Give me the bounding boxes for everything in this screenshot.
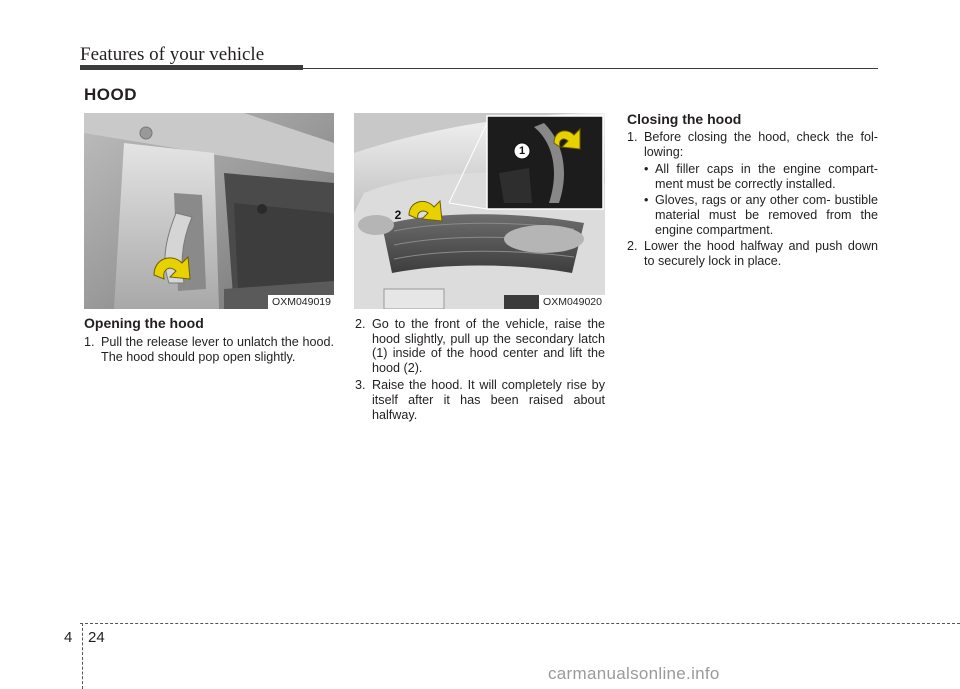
footer-rule: [80, 623, 960, 624]
page-number: 24: [88, 629, 105, 646]
closing-hood-title: Closing the hood: [627, 111, 742, 127]
opening-step-3: 3. Raise the hood. It will completely rise by itself after it has been raised about halfway.: [355, 378, 605, 422]
watermark: carmanualsonline.info: [548, 664, 720, 683]
chapter-number: 4: [64, 629, 73, 646]
closing-bullet-1: • All filler caps in the engine compart- ment must be correctly installed.: [644, 162, 878, 191]
hood-release-lever-photo: [84, 113, 334, 309]
section-title: HOOD: [84, 85, 137, 104]
header-title: Features of your vehicle: [80, 44, 265, 65]
callout-1-label: 1: [518, 145, 526, 157]
header-rule-thin: [300, 68, 878, 69]
opening-steps-col1: [84, 335, 334, 367]
figure-code: OXM049020: [539, 295, 605, 309]
opening-hood-title: Opening the hood: [84, 315, 204, 331]
closing-bullet-2: • Gloves, rags or any other com- bustible material must be removed from the engine compartment.: [644, 193, 878, 237]
figure-code: OXM049019: [268, 295, 334, 309]
header-rule: [80, 65, 303, 70]
footer-vertical-rule: [82, 623, 83, 689]
vehicle-front-photo: [354, 113, 605, 309]
callout-2-label: 2: [394, 208, 402, 222]
opening-steps-col2: [355, 317, 605, 425]
closing-step-2: 2. Lower the hood halfway and push down to securely lock in place.: [627, 239, 878, 268]
vehicle-illustration: [354, 113, 605, 309]
opening-step-1: 1. Pull the release lever to unlatch the hood. The hood should pop open slightly.: [84, 335, 334, 364]
lever-illustration: [84, 113, 334, 309]
closing-steps: [627, 130, 878, 271]
closing-step-1: 1. Before closing the hood, check the fol- lowing:: [627, 130, 878, 159]
opening-step-2: 2. Go to the front of the vehicle, raise the hood slightly, pull up the secondary latch (1) inside of the hood center and lift the hood (2).: [355, 317, 605, 375]
